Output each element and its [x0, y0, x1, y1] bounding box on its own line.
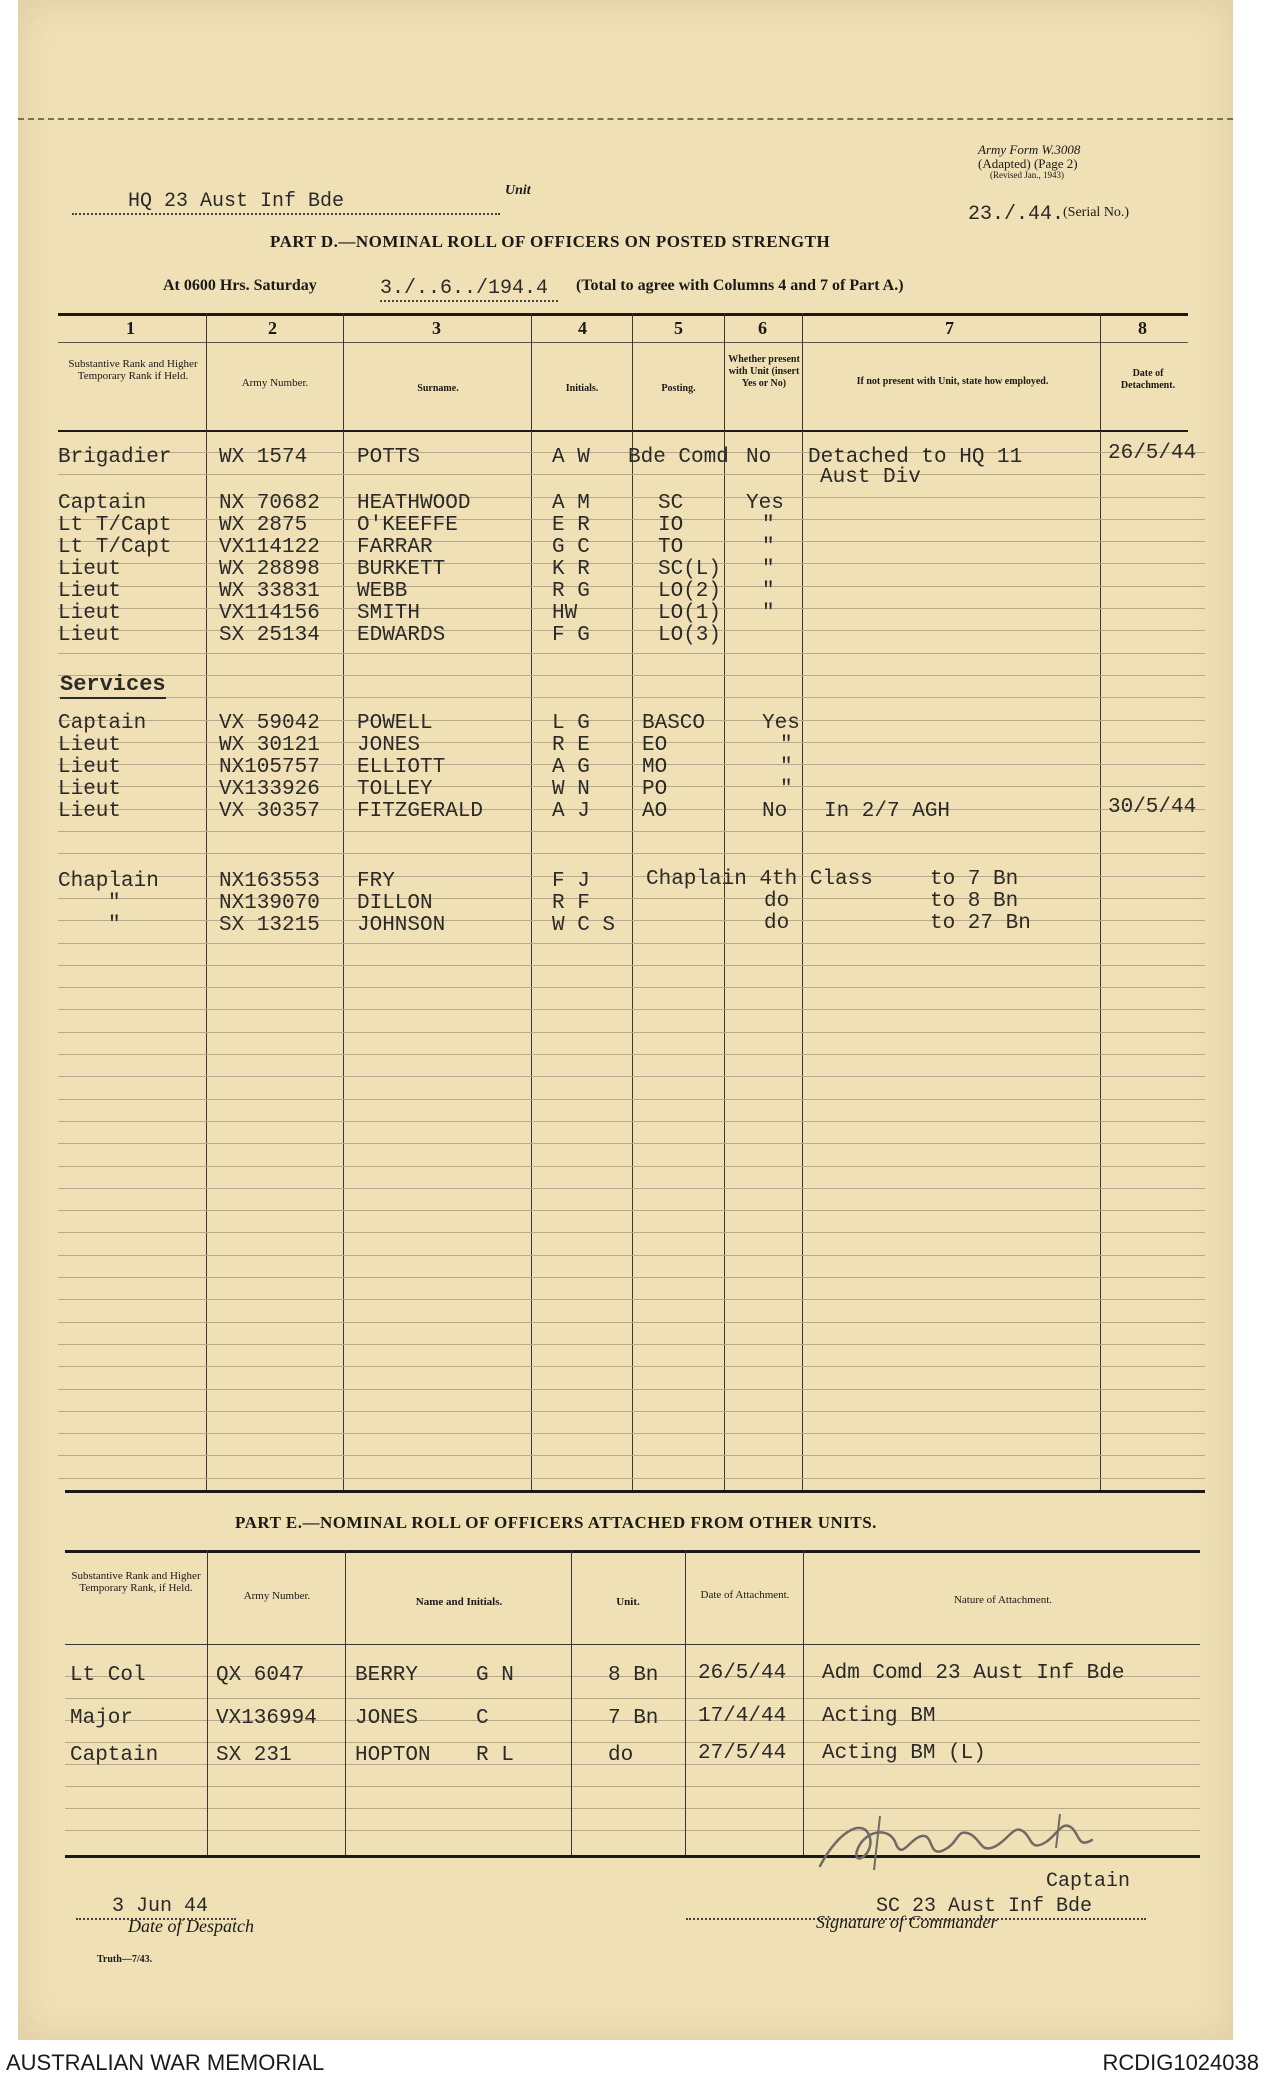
row-employment: to 8 Bn	[930, 890, 1019, 913]
ruled-line	[58, 1277, 1205, 1278]
attached-rank: Lt Col	[70, 1664, 146, 1687]
attached-date: 17/4/44	[698, 1705, 787, 1728]
column-divider	[207, 1550, 208, 1855]
row-initials: A M	[552, 492, 590, 515]
column-divider	[1100, 313, 1101, 1490]
row-initials: A G	[552, 756, 590, 779]
part-e-header-name: Name and Initials.	[415, 1596, 503, 1608]
column-header-posting: Posting.	[661, 383, 696, 394]
row-rank: Lieut	[58, 800, 122, 823]
row-posting: SC	[658, 492, 684, 515]
ruled-line	[58, 1255, 1205, 1256]
row-present: "	[762, 514, 775, 537]
table-top-rule	[58, 313, 1188, 316]
column-divider	[724, 313, 725, 1490]
row-rank: "	[108, 892, 121, 915]
row-detachment-date: 30/5/44	[1108, 796, 1197, 819]
row-rank: Chaplain	[58, 870, 159, 893]
row-rank: Lieut	[58, 624, 122, 647]
row-initials: F G	[552, 624, 590, 647]
attached-initials: C	[476, 1707, 489, 1730]
row-army-number: NX105757	[219, 756, 320, 779]
column-number: 8	[1138, 318, 1147, 338]
row-note: do	[764, 890, 790, 913]
serial-label: (Serial No.)	[1063, 205, 1130, 220]
row-posting: TO	[658, 536, 684, 559]
column-number: 1	[126, 318, 135, 338]
column-divider	[802, 313, 803, 1490]
ruled-line	[58, 1032, 1205, 1033]
row-surname: HEATHWOOD	[357, 492, 471, 515]
row-surname: SMITH	[357, 602, 421, 625]
row-present: "	[762, 580, 775, 603]
row-surname: EDWARDS	[357, 624, 446, 647]
column-number: 4	[578, 318, 587, 338]
row-rank: Lieut	[58, 756, 122, 779]
part-e-top-rule	[65, 1550, 1200, 1553]
row-rank: Lt T/Capt	[58, 514, 172, 537]
row-employment: to 27 Bn	[930, 912, 1031, 935]
ruled-line	[58, 1232, 1205, 1233]
part-e-header-number: Army Number.	[243, 1590, 311, 1602]
column-number: 3	[432, 318, 441, 338]
row-army-number: WX 33831	[219, 580, 320, 603]
unit-label: Unit	[505, 183, 531, 198]
ruled-line	[58, 1411, 1205, 1412]
column-divider	[571, 1550, 572, 1855]
row-initials: W N	[552, 778, 590, 801]
row-employment: Detached to HQ 11	[808, 446, 1023, 469]
row-surname: JONES	[357, 734, 421, 757]
row-rank: Captain	[58, 712, 147, 735]
ruled-line	[58, 675, 1205, 676]
row-posting: LO(3)	[658, 624, 722, 647]
row-present: No	[746, 446, 772, 469]
row-initials: A W	[552, 446, 590, 469]
column-header-surname: Surname.	[417, 383, 459, 394]
row-detachment-date: 26/5/44	[1108, 442, 1197, 465]
ruled-line	[58, 1344, 1205, 1345]
form-ref-line1: Army Form W.3008	[978, 142, 1081, 157]
despatch-label: Date of Despatch	[128, 1916, 254, 1936]
services-heading: Services	[60, 672, 166, 697]
ruled-line	[58, 1389, 1205, 1390]
row-rank: Lt T/Capt	[58, 536, 172, 559]
row-posting: IO	[658, 514, 684, 537]
ruled-line	[58, 1099, 1205, 1100]
row-posting: Bde Comd	[628, 446, 729, 469]
row-surname: WEBB	[357, 580, 408, 603]
part-e-header-unit: Unit.	[616, 1596, 640, 1608]
column-number: 7	[945, 318, 954, 338]
row-surname: DILLON	[357, 892, 433, 915]
commander-unit: SC 23 Aust Inf Bde	[686, 1895, 1146, 1920]
attached-rank: Captain	[70, 1744, 159, 1767]
attached-initials: R L	[476, 1744, 514, 1767]
row-initials: F J	[552, 870, 590, 893]
commander-signature	[810, 1808, 1130, 1878]
row-initials: R F	[552, 892, 590, 915]
column-header-present: Whether present with Unit (insert Yes or No)	[728, 354, 800, 389]
row-employment: In 2/7 AGH	[824, 800, 951, 823]
row-posting: BASCO	[642, 712, 706, 735]
row-army-number: WX 1574	[219, 446, 308, 469]
row-army-number: NX163553	[219, 870, 320, 893]
row-present: Yes	[746, 492, 784, 515]
row-initials: G C	[552, 536, 590, 559]
row-army-number: SX 25134	[219, 624, 320, 647]
row-note: do	[764, 912, 790, 935]
footer-archive: AUSTRALIAN WAR MEMORIAL	[6, 2050, 325, 2075]
ruled-line	[58, 1478, 1205, 1479]
column-divider	[345, 1550, 346, 1855]
ruled-line	[58, 1299, 1205, 1300]
row-surname: POWELL	[357, 712, 433, 735]
column-number: 2	[268, 318, 277, 338]
row-posting: LO(1)	[658, 602, 722, 625]
row-present: No	[762, 800, 788, 823]
row-army-number: WX 30121	[219, 734, 320, 757]
date-prefix: At 0600 Hrs. Saturday	[163, 277, 317, 294]
serial-number: 23./.44.	[968, 203, 1065, 226]
row-employment: to 7 Bn	[930, 868, 1019, 891]
column-header-rank: Substantive Rank and Higher Temporary Rank if Held.	[68, 358, 198, 382]
column-divider	[206, 313, 207, 1490]
row-army-number: NX 70682	[219, 492, 320, 515]
row-surname: ELLIOTT	[357, 756, 446, 779]
ruled-line	[58, 1143, 1205, 1144]
ruled-line	[58, 831, 1205, 832]
column-header-initials: Initials.	[565, 383, 599, 394]
row-rank: Lieut	[58, 778, 122, 801]
row-rank: Brigadier	[58, 446, 172, 469]
row-employment-line2: Aust Div	[820, 466, 921, 489]
row-present: "	[780, 734, 793, 757]
ruled-line	[65, 1786, 1200, 1787]
ruled-line	[58, 1121, 1205, 1122]
footer-id: RCDIG1024038	[1102, 2050, 1259, 2075]
row-army-number: VX114156	[219, 602, 320, 625]
column-divider	[343, 313, 344, 1490]
column-header-date: Date of Detachment.	[1120, 368, 1176, 391]
row-surname: FRY	[357, 870, 395, 893]
row-initials: E R	[552, 514, 590, 537]
attached-nature: Acting BM (L)	[822, 1742, 986, 1765]
row-initials: R G	[552, 580, 590, 603]
row-army-number: WX 28898	[219, 558, 320, 581]
column-header-number: Army Number.	[241, 377, 309, 389]
column-header-employed: If not present with Unit, state how employed.	[856, 376, 1049, 387]
attached-army-number: QX 6047	[216, 1664, 305, 1687]
row-initials: A J	[552, 800, 590, 823]
attached-date: 26/5/44	[698, 1662, 787, 1685]
attached-initials: G N	[476, 1664, 514, 1687]
table-header-rule	[58, 430, 1188, 432]
commander-label: Signature of Commander	[816, 1912, 998, 1932]
row-rank: Lieut	[58, 558, 122, 581]
printer-mark: Truth—7/43.	[97, 1954, 153, 1965]
row-surname: FARRAR	[357, 536, 433, 559]
row-army-number: VX 59042	[219, 712, 320, 735]
row-initials: K R	[552, 558, 590, 581]
commander-rank: Captain	[1046, 1870, 1131, 1893]
row-rank: Lieut	[58, 734, 122, 757]
row-posting: SC(L)	[658, 558, 722, 581]
row-posting: MO	[642, 756, 668, 779]
ruled-line	[58, 943, 1205, 944]
row-rank: Lieut	[58, 602, 122, 625]
attached-nature: Adm Comd 23 Aust Inf Bde	[822, 1662, 1125, 1685]
attached-unit: do	[608, 1744, 634, 1767]
row-army-number: VX133926	[219, 778, 320, 801]
ruled-line	[58, 965, 1205, 966]
row-initials: L G	[552, 712, 590, 735]
date-suffix: (Total to agree with Columns 4 and 7 of Part A.)	[576, 277, 904, 294]
row-posting: AO	[642, 800, 668, 823]
ruled-line	[58, 697, 1205, 698]
column-number: 5	[674, 318, 683, 338]
ruled-line	[58, 1433, 1205, 1434]
part-e-title: PART E.—NOMINAL ROLL OF OFFICERS ATTACHED FROM OTHER UNITS.	[235, 1513, 877, 1532]
attached-name: HOPTON	[355, 1744, 431, 1767]
column-number: 6	[758, 318, 767, 338]
ruled-line	[58, 1322, 1205, 1323]
attached-date: 27/5/44	[698, 1742, 787, 1765]
row-surname: JOHNSON	[357, 914, 446, 937]
ruled-line	[58, 853, 1205, 854]
attached-army-number: VX136994	[216, 1707, 317, 1730]
row-surname: FITZGERALD	[357, 800, 484, 823]
ruled-line	[65, 1698, 1200, 1699]
perforation-line	[18, 118, 1233, 120]
ruled-line	[58, 653, 1205, 654]
column-divider	[531, 313, 532, 1490]
row-posting: LO(2)	[658, 580, 722, 603]
row-army-number: NX139070	[219, 892, 320, 915]
form-ref-line2: (Adapted) (Page 2)	[978, 156, 1078, 171]
unit-field: HQ 23 Aust Inf Bde	[72, 190, 500, 215]
row-army-number: SX 13215	[219, 914, 320, 937]
date-value: 3./..6../194.4	[380, 277, 558, 302]
row-present: "	[780, 756, 793, 779]
row-surname: POTTS	[357, 446, 421, 469]
column-divider	[685, 1550, 686, 1855]
ruled-line	[58, 1166, 1205, 1167]
part-e-header-rule	[65, 1644, 1200, 1645]
despatch-date: 3 Jun 44	[76, 1895, 236, 1920]
row-rank: "	[108, 914, 121, 937]
row-present: "	[762, 558, 775, 581]
row-posting: EO	[642, 734, 668, 757]
part-e-header-date: Date of Attachment.	[700, 1589, 790, 1601]
attached-rank: Major	[70, 1707, 134, 1730]
row-surname: TOLLEY	[357, 778, 433, 801]
column-divider	[803, 1550, 804, 1855]
document-page	[18, 0, 1233, 2040]
row-army-number: WX 2875	[219, 514, 308, 537]
ruled-line	[58, 1009, 1205, 1010]
form-ref-line3: (Revised Jan., 1943)	[990, 170, 1064, 180]
row-surname: BURKETT	[357, 558, 446, 581]
ruled-line	[58, 1455, 1205, 1456]
ruled-line	[58, 1054, 1205, 1055]
table-number-rule	[58, 342, 1188, 343]
row-rank: Lieut	[58, 580, 122, 603]
row-note: Chaplain 4th Class	[646, 868, 873, 891]
row-present: "	[762, 536, 775, 559]
row-army-number: VX114122	[219, 536, 320, 559]
row-initials: W C S	[552, 914, 616, 937]
row-rank: Captain	[58, 492, 147, 515]
part-e-header-rank: Substantive Rank and Higher Temporary Rank, if Held.	[71, 1570, 201, 1594]
attached-army-number: SX 231	[216, 1744, 292, 1767]
part-e-header-nature: Nature of Attachment.	[953, 1594, 1053, 1606]
ruled-line	[58, 1188, 1205, 1189]
row-initials: HW	[552, 602, 578, 625]
ruled-line	[58, 474, 1205, 475]
row-present: "	[762, 602, 775, 625]
attached-unit: 7 Bn	[608, 1707, 659, 1730]
ruled-line	[65, 1742, 1200, 1743]
ruled-line	[58, 1210, 1205, 1211]
row-posting: PO	[642, 778, 668, 801]
attached-name: BERRY	[355, 1664, 419, 1687]
ruled-line	[58, 1076, 1205, 1077]
ruled-line	[58, 1366, 1205, 1367]
row-initials: R E	[552, 734, 590, 757]
table-bottom-rule	[65, 1490, 1205, 1493]
row-present: "	[780, 778, 793, 801]
column-divider	[632, 313, 633, 1490]
row-present: Yes	[762, 712, 800, 735]
row-army-number: VX 30357	[219, 800, 320, 823]
row-surname: O'KEEFFE	[357, 514, 458, 537]
attached-name: JONES	[355, 1707, 419, 1730]
attached-nature: Acting BM	[822, 1705, 936, 1728]
attached-unit: 8 Bn	[608, 1664, 659, 1687]
part-d-title: PART D.—NOMINAL ROLL OF OFFICERS ON POSTED STRENGTH	[270, 232, 831, 251]
ruled-line	[58, 987, 1205, 988]
